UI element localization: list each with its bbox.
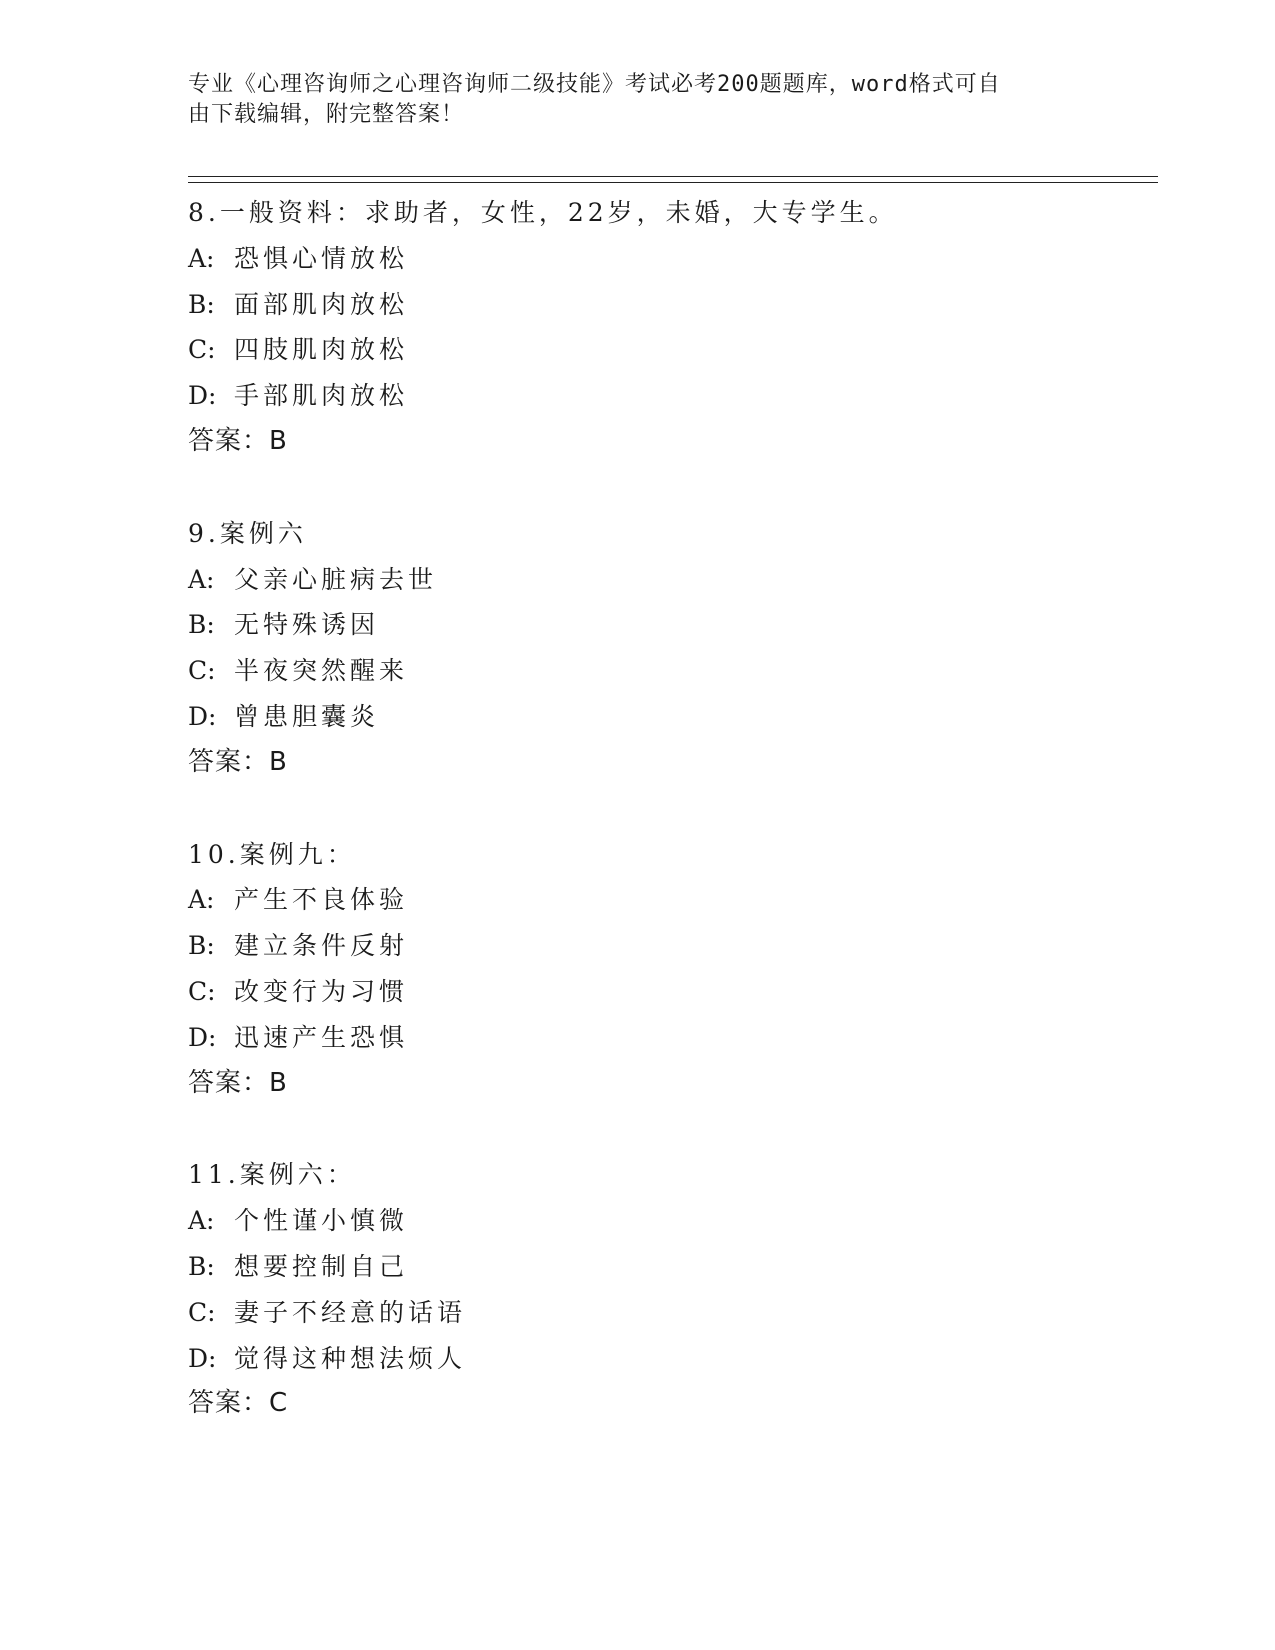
- option-d: [188, 1336, 1158, 1382]
- option-b: [188, 602, 1158, 648]
- answer-value: B: [269, 425, 288, 456]
- document-header: [188, 70, 1068, 130]
- question-8: [188, 190, 1158, 465]
- option-text: 无特殊诱因: [234, 610, 380, 640]
- option-letter: B:: [188, 931, 215, 961]
- answer-line: [188, 1381, 1158, 1427]
- option-letter: A:: [188, 243, 215, 273]
- option-text: 恐惧心情放松: [234, 243, 409, 273]
- option-d: [188, 1015, 1158, 1061]
- answer-value: C: [269, 1388, 289, 1419]
- answer-line: [188, 419, 1158, 465]
- option-letter: D:: [188, 1022, 217, 1052]
- question-list: [188, 190, 1158, 1473]
- option-text: 产生不良体验: [234, 885, 409, 915]
- option-letter: B:: [188, 1251, 215, 1281]
- option-letter: A:: [188, 1206, 215, 1236]
- option-letter: A:: [188, 564, 215, 594]
- option-letter: D:: [188, 1343, 217, 1373]
- option-d: [188, 373, 1158, 419]
- option-b: [188, 1244, 1158, 1290]
- question-stem: 9.案例六: [188, 518, 307, 548]
- option-letter: C:: [188, 335, 216, 365]
- option-text: 面部肌肉放松: [234, 289, 409, 319]
- answer-prefix: 答案：: [188, 425, 270, 456]
- answer-prefix: 答案：: [188, 746, 270, 777]
- question-stem: 10.案例九：: [188, 839, 356, 869]
- option-d: [188, 694, 1158, 740]
- option-c: [188, 1290, 1158, 1336]
- answer-line: [188, 1061, 1158, 1107]
- header-line-2: 由下载编辑，附完整答案！: [188, 102, 465, 127]
- option-letter: A:: [188, 885, 215, 915]
- option-text: 想要控制自己: [234, 1251, 409, 1281]
- option-c: [188, 969, 1158, 1015]
- option-letter: B:: [188, 610, 215, 640]
- option-a: [188, 557, 1158, 603]
- option-text: 个性谨小慎微: [234, 1206, 409, 1236]
- option-letter: D:: [188, 381, 217, 411]
- option-b: [188, 282, 1158, 328]
- question-9: [188, 511, 1158, 786]
- header-line-1: 专业《心理咨询师之心理咨询师二级技能》考试必考200题题库，word格式可自: [188, 72, 1001, 97]
- option-text: 半夜突然醒来: [234, 656, 409, 686]
- option-text: 父亲心脏病去世: [234, 564, 438, 594]
- option-text: 手部肌肉放松: [234, 381, 409, 411]
- option-a: [188, 236, 1158, 282]
- option-text: 改变行为习惯: [234, 976, 409, 1006]
- answer-prefix: 答案：: [188, 1388, 270, 1419]
- answer-prefix: 答案：: [188, 1067, 270, 1098]
- header-divider-top: [188, 176, 1158, 177]
- option-letter: D:: [188, 701, 217, 731]
- option-a: [188, 1198, 1158, 1244]
- question-stem: 11.案例六：: [188, 1160, 356, 1190]
- question-stem: 8.一般资料：求助者，女性，22岁，未婚，大专学生。: [188, 198, 898, 227]
- option-letter: C:: [188, 1297, 216, 1327]
- option-letter: C:: [188, 976, 216, 1006]
- option-a: [188, 877, 1158, 923]
- option-c: [188, 327, 1158, 373]
- option-letter: C:: [188, 656, 216, 686]
- option-c: [188, 648, 1158, 694]
- answer-value: B: [269, 1067, 288, 1098]
- answer-line: [188, 740, 1158, 786]
- option-text: 迅速产生恐惧: [234, 1022, 409, 1052]
- option-letter: B:: [188, 289, 215, 319]
- option-text: 四肢肌肉放松: [234, 335, 409, 365]
- option-b: [188, 923, 1158, 969]
- option-text: 觉得这种想法烦人: [234, 1343, 467, 1373]
- option-text: 曾患胆囊炎: [234, 701, 380, 731]
- option-text: 建立条件反射: [234, 931, 409, 961]
- answer-value: B: [269, 746, 288, 777]
- question-10: [188, 832, 1158, 1107]
- header-divider-bottom: [188, 182, 1158, 183]
- option-text: 妻子不经意的话语: [234, 1297, 467, 1327]
- question-11: [188, 1152, 1158, 1427]
